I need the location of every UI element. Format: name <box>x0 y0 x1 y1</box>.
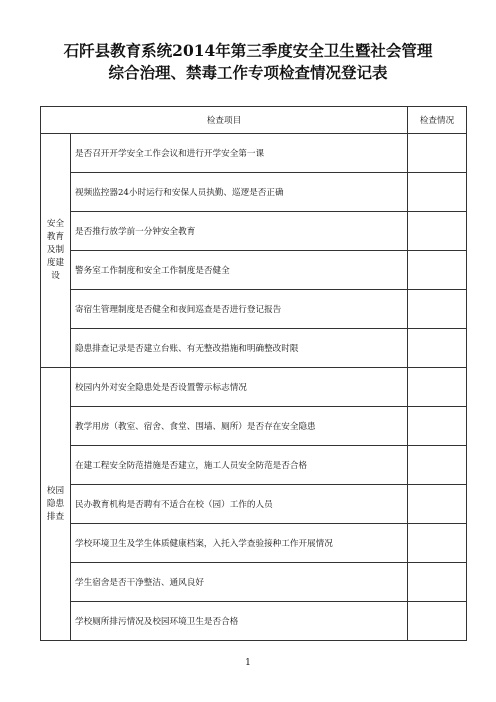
category-safety-education: 安全教育及制度建设 <box>41 134 71 368</box>
status-cell[interactable] <box>408 368 467 407</box>
item-text: 视频监控器24小时运行和安保人员执勤、巡逻是否正确 <box>71 173 408 212</box>
status-cell[interactable] <box>408 446 467 485</box>
item-text: 寄宿生管理制度是否健全和夜间巡查是否进行登记报告 <box>71 290 408 329</box>
status-cell[interactable] <box>408 524 467 563</box>
table-row <box>41 407 467 446</box>
status-cell[interactable] <box>408 563 467 602</box>
table-row <box>41 602 467 641</box>
table-row <box>41 290 467 329</box>
status-cell[interactable] <box>408 407 467 446</box>
table-header-row <box>41 107 467 134</box>
category-campus-hazard: 校园隐患排查 <box>41 368 71 641</box>
item-text: 是否推行放学前一分钟安全教育 <box>71 212 408 251</box>
status-cell[interactable] <box>408 134 467 173</box>
status-cell[interactable] <box>408 329 467 368</box>
table-row <box>41 134 467 173</box>
table-row <box>41 563 467 602</box>
item-text: 隐患排查记录是否建立台账、有无整改措施和明确整改时限 <box>71 329 408 368</box>
table-row <box>41 173 467 212</box>
table-row <box>41 524 467 563</box>
table-row <box>41 251 467 290</box>
status-cell[interactable] <box>408 251 467 290</box>
status-cell[interactable] <box>408 173 467 212</box>
page-number: 1 <box>245 658 251 668</box>
table-row <box>41 368 467 407</box>
status-cell[interactable] <box>408 212 467 251</box>
status-cell[interactable] <box>408 602 467 641</box>
status-cell[interactable] <box>408 290 467 329</box>
header-status: 检查情况 <box>408 107 467 134</box>
table-row <box>41 212 467 251</box>
item-text: 校园内外对安全隐患处是否设置警示标志情况 <box>71 368 408 407</box>
item-text: 学校厕所排污情况及校园环境卫生是否合格 <box>71 602 408 641</box>
status-cell[interactable] <box>408 485 467 524</box>
item-text: 民办教育机构是否聘有不适合在校（园）工作的人员 <box>71 485 408 524</box>
header-item: 检查项目 <box>41 107 408 134</box>
item-text: 教学用房（教室、宿舍、食堂、围墙、厕所）是否存在安全隐患 <box>71 407 408 446</box>
document-title-line-1: 石阡县教育系统2014年第三季度安全卫生暨社会管理 <box>63 41 433 60</box>
inspection-table <box>40 106 467 641</box>
table-row <box>41 329 467 368</box>
item-text: 在建工程安全防范措施是否建立，施工人员安全防范是否合格 <box>71 446 408 485</box>
item-text: 学校环境卫生及学生体质健康档案，入托入学查验接种工作开展情况 <box>71 524 408 563</box>
item-text: 学生宿舍是否干净整洁、通风良好 <box>71 563 408 602</box>
table-row <box>41 485 467 524</box>
item-text: 警务室工作制度和安全工作制度是否健全 <box>71 251 408 290</box>
table-row <box>41 446 467 485</box>
item-text: 是否召开开学安全工作会议和进行开学安全第一课 <box>71 134 408 173</box>
document-title-line-2: 综合治理、禁毒工作专项检查情况登记表 <box>108 63 388 82</box>
